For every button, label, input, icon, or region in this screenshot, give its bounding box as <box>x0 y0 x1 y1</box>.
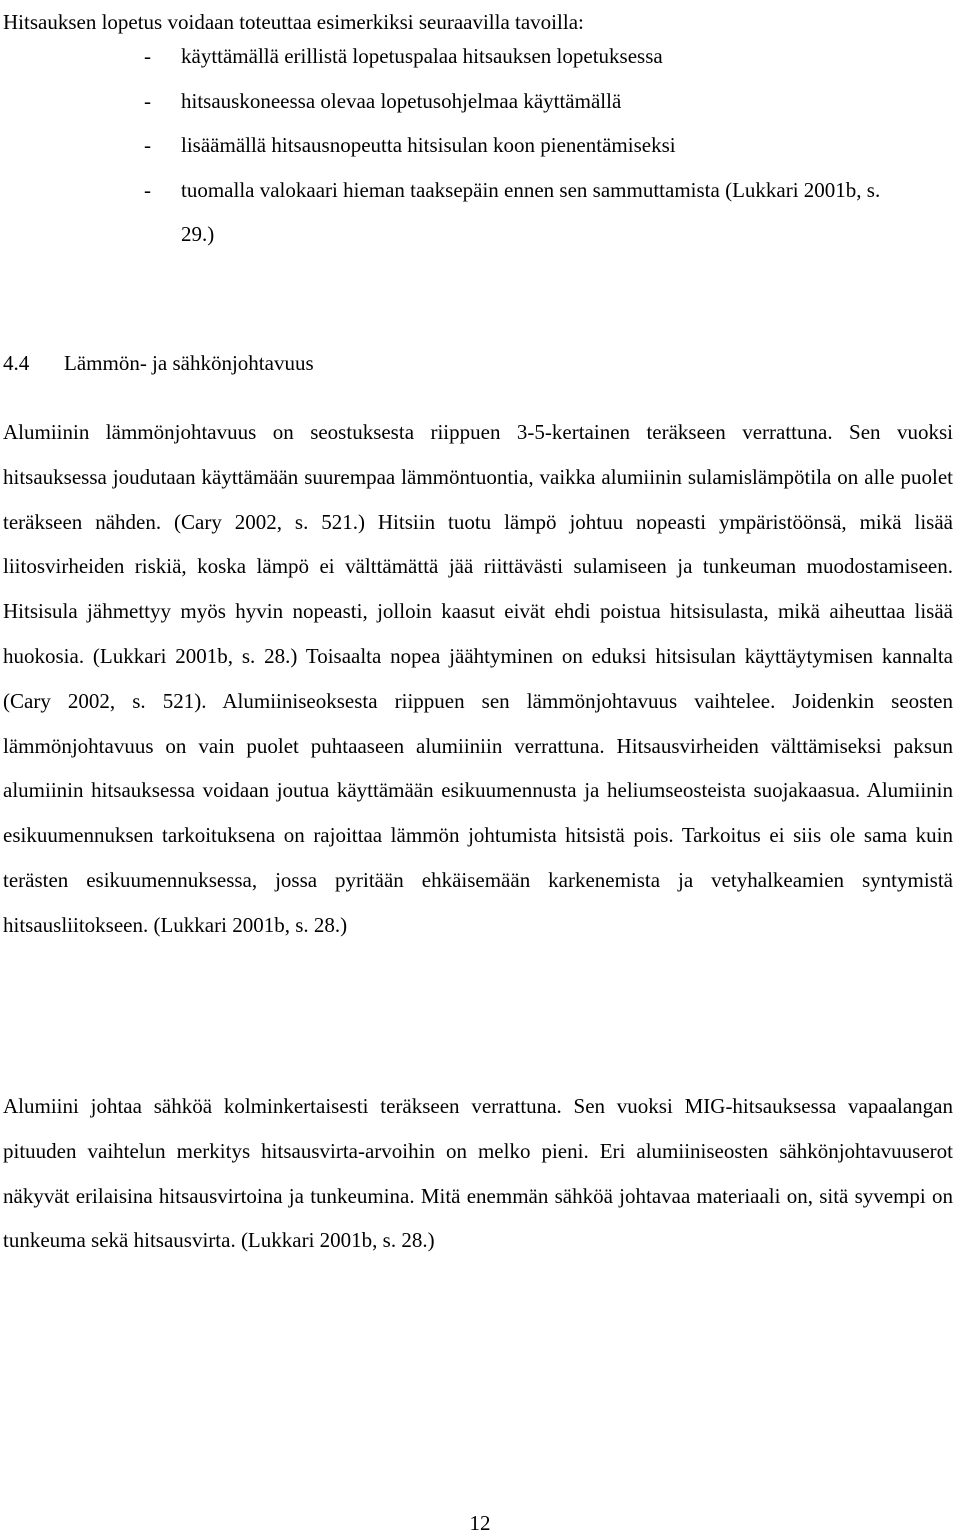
list-item <box>0 34 960 79</box>
list-item-text: käyttämällä erillistä lopetuspalaa hitsauksen lopetuksessa <box>181 44 663 68</box>
bullet-list <box>0 34 960 257</box>
bullet-marker: - <box>144 177 151 202</box>
list-item-text: tuomalla valokaari hieman taaksepäin ennen sen sammuttamista (Lukkari 2001b, s. 29.) <box>181 177 881 246</box>
list-item-text: hitsauskoneessa olevaa lopetusohjelmaa käyttämällä <box>181 88 622 113</box>
intro-text: Hitsauksen lopetus voidaan toteuttaa esimerkiksi seuraavilla tavoilla: <box>3 10 584 34</box>
bullet-marker: - <box>144 88 151 113</box>
section-heading <box>3 345 314 381</box>
section-number: 4.4 <box>3 351 30 375</box>
paragraph-thermal-conductivity: Alumiinin lämmönjohtavuus on seostuksesta riippuen 3-5-kertainen teräkseen verrattuna. Sen vuoksi hitsauksessa joudutaan käyttämään suurempaa lämmöntuontia, vaikka alumiinin sulamislämpötila on alle puolet teräkseen nähden. (Cary 2002, s. 521.) Hitsiin tuotu lämpö johtuu nopeasti ympäristöönsä, mikä lisää liitosvirheiden riskiä, koska lämpö ei välttämättä jää riittävästi sulamiseen ja tunkeuman muodostamiseen. Hitsisula jähmettyy myös hyvin nopeasti, jolloin kaasut eivät ehdi poistua hitsisulasta, mikä aiheuttaa lisää huokosia. (Lukkari 2001b, s. 28.) Toisaalta nopea jäähtyminen on eduksi hitsisulan käyttäytymisen kannalta (Cary 2002, s. 521). Alumiiniseoksesta riippuen sen lämmönjohtavuus vaihtelee. Joidenkin seosten lämmönjohtavuus on vain puolet puhtaaseen alumiiniin verrattuna. Hitsausvirheiden välttämiseksi paksun alumiinin hitsauksessa voidaan joutua käyttämään esikuumennusta ja heliumseosteista suojakaasua. Alumiinin esikuumennuksen tarkoituksena on rajoittaa lämmön johtumista hitsistä pois. Tarkoitus ei siis ole sama kuin terästen esikuumennuksessa, jossa pyritään ehkäisemään karkenemista ja vetyhalkeamien syntymistä hitsausliitokseen. (Lukkari 2001b, s. 28.) <box>3 420 953 937</box>
list-item <box>0 168 960 257</box>
bullet-marker: - <box>144 44 151 68</box>
list-item <box>0 123 960 168</box>
page-number: 12 <box>469 1511 491 1535</box>
paragraph-electrical-conductivity: Alumiini johtaa sähköä kolminkertaisesti teräkseen verrattuna. Sen vuoksi MIG-hitsauksessa vapaalangan pituuden vaihtelun merkitys hitsausvirta-arvoihin on melko pieni. Eri alumiiniseosten sähkönjohtavuuserot näkyvät erilaisina hitsausvirtoina ja tunkeumina. Mitä enemmän sähköä johtavaa materiaali on, sitä syvempi on tunkeuma sekä hitsausvirta. (Lukkari 2001b, s. 28.) <box>3 1094 953 1253</box>
list-item <box>0 79 960 124</box>
bullet-marker: - <box>144 133 151 157</box>
section-title: Lämmön- ja sähkönjohtavuus <box>64 351 314 375</box>
list-item-text: lisäämällä hitsausnopeutta hitsisulan koon pienentämiseksi <box>181 133 676 157</box>
